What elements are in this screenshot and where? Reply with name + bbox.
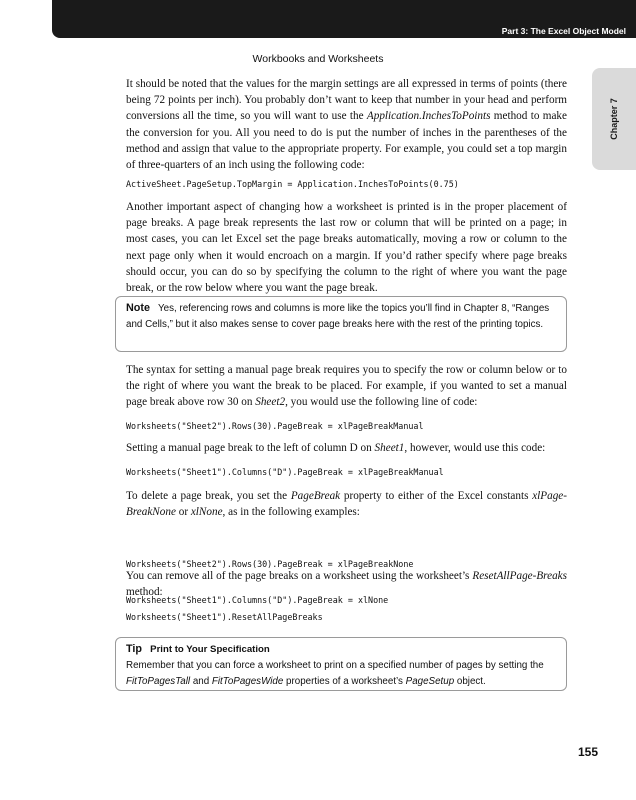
note-text: Yes, referencing rows and columns is more like the topics you’ll find in Chapter 8, “Ranges and Cells,” but it also makes sense to cover page breaks here with the rest of the printing topics. <box>126 303 550 331</box>
code-row-break: Worksheets("Sheet2").Rows(30).PageBreak = xlPageBreakManual <box>126 421 424 431</box>
text-run: It should be noted that the values for the margin settings are all expressed in terms of points (there being 72 points per inch). You probably don’t want to keep that number in your head and perform conversions all the time, so you will want to use the <box>126 78 567 123</box>
part-title: Part 3: The Excel Object Model <box>501 26 626 36</box>
property-name: FitToPagesWide <box>211 676 284 688</box>
object-name: PageSetup <box>405 676 455 688</box>
paragraph-delete-break <box>126 488 567 520</box>
chapter-label: Chapter 7 <box>609 98 619 140</box>
property-name: PageBreak <box>290 490 341 502</box>
header-bar <box>52 0 636 38</box>
tip-box <box>115 637 567 691</box>
text-run: and <box>190 676 212 688</box>
text-run: , however, would use this code: <box>404 442 546 454</box>
text-run: The syntax for setting a manual page break requires you to specify the row or column below or to the right of where you want the break to be placed. For example, if you wanted to set a manual page break above row 30 on <box>126 364 567 409</box>
text-run: Remember that you can force a worksheet to print on a specified number of pages by setting the <box>126 660 544 672</box>
paragraph-column-break <box>126 440 567 456</box>
tip-label: Tip <box>126 643 142 655</box>
text-run: Setting a manual page break to the left of column D on <box>126 442 375 454</box>
text-run: You can remove all of the page breaks on a worksheet using the worksheet’s <box>126 570 473 582</box>
code-top-margin: ActiveSheet.PageSetup.TopMargin = Application.InchesToPoints(0.75) <box>126 179 459 189</box>
method-name: Application.InchesToPoints <box>366 110 491 123</box>
chapter-tab <box>592 68 636 170</box>
text-run: object. <box>454 676 486 688</box>
text-run: properties of a worksheet’s <box>283 676 406 688</box>
constant-name: xlPage-BreakNone <box>126 490 567 519</box>
text-run: , you would use the following line of code: <box>285 396 478 409</box>
running-head: Workbooks and Worksheets <box>252 53 384 65</box>
note-label: Note <box>126 302 150 314</box>
page-number: 155 <box>577 745 598 759</box>
text-run: , as in the following examples: <box>222 506 360 519</box>
method-name: ResetAllPage-Breaks <box>472 570 567 582</box>
code-line: Worksheets("Sheet2").Rows(30).PageBreak = xlPageBreakNone <box>126 559 414 569</box>
text-run: method: <box>126 586 163 599</box>
paragraph-reset-breaks <box>126 568 567 600</box>
text-run: To delete a page break, you set the <box>126 490 291 502</box>
code-reset-breaks: Worksheets("Sheet1").ResetAllPageBreaks <box>126 612 323 622</box>
text-run: or <box>175 506 191 519</box>
tip-heading: Print to Your Specification <box>150 644 270 655</box>
paragraph-manual-break-syntax <box>126 362 567 411</box>
constant-name: xlNone <box>190 506 223 519</box>
sheet-name: Sheet2 <box>255 396 286 409</box>
code-column-break: Worksheets("Sheet1").Columns("D").PageBreak = xlPageBreakManual <box>126 467 444 477</box>
paragraph-margin-points <box>126 76 567 173</box>
sheet-name: Sheet1 <box>374 442 405 454</box>
code-line: Worksheets("Sheet1").Columns("D").PageBreak = xlNone <box>126 595 389 605</box>
note-box <box>115 296 567 352</box>
text-run: property to either of the Excel constants <box>340 490 533 502</box>
text-run: method to make the conversion for you. All you need to do is put the number of inches in the parentheses of the method and assign that value to the appropriate property. For example, you could set a top margin of three-quarters of an inch using the following code: <box>126 110 567 172</box>
property-name: FitToPagesTall <box>126 676 191 688</box>
paragraph-page-breaks: Another important aspect of changing how a worksheet is printed is in the proper placement of page breaks. A page break represents the last row or column that will be printed on a page; in most cases, you can let Excel set the page breaks automatically, moving a row or column to the next page only when it would encroach on a margin. If you’d rather specify where page breaks should occur, you can do so by specifying the column to the right of where you want the page break, or the row below where you want the page break. <box>126 201 567 295</box>
